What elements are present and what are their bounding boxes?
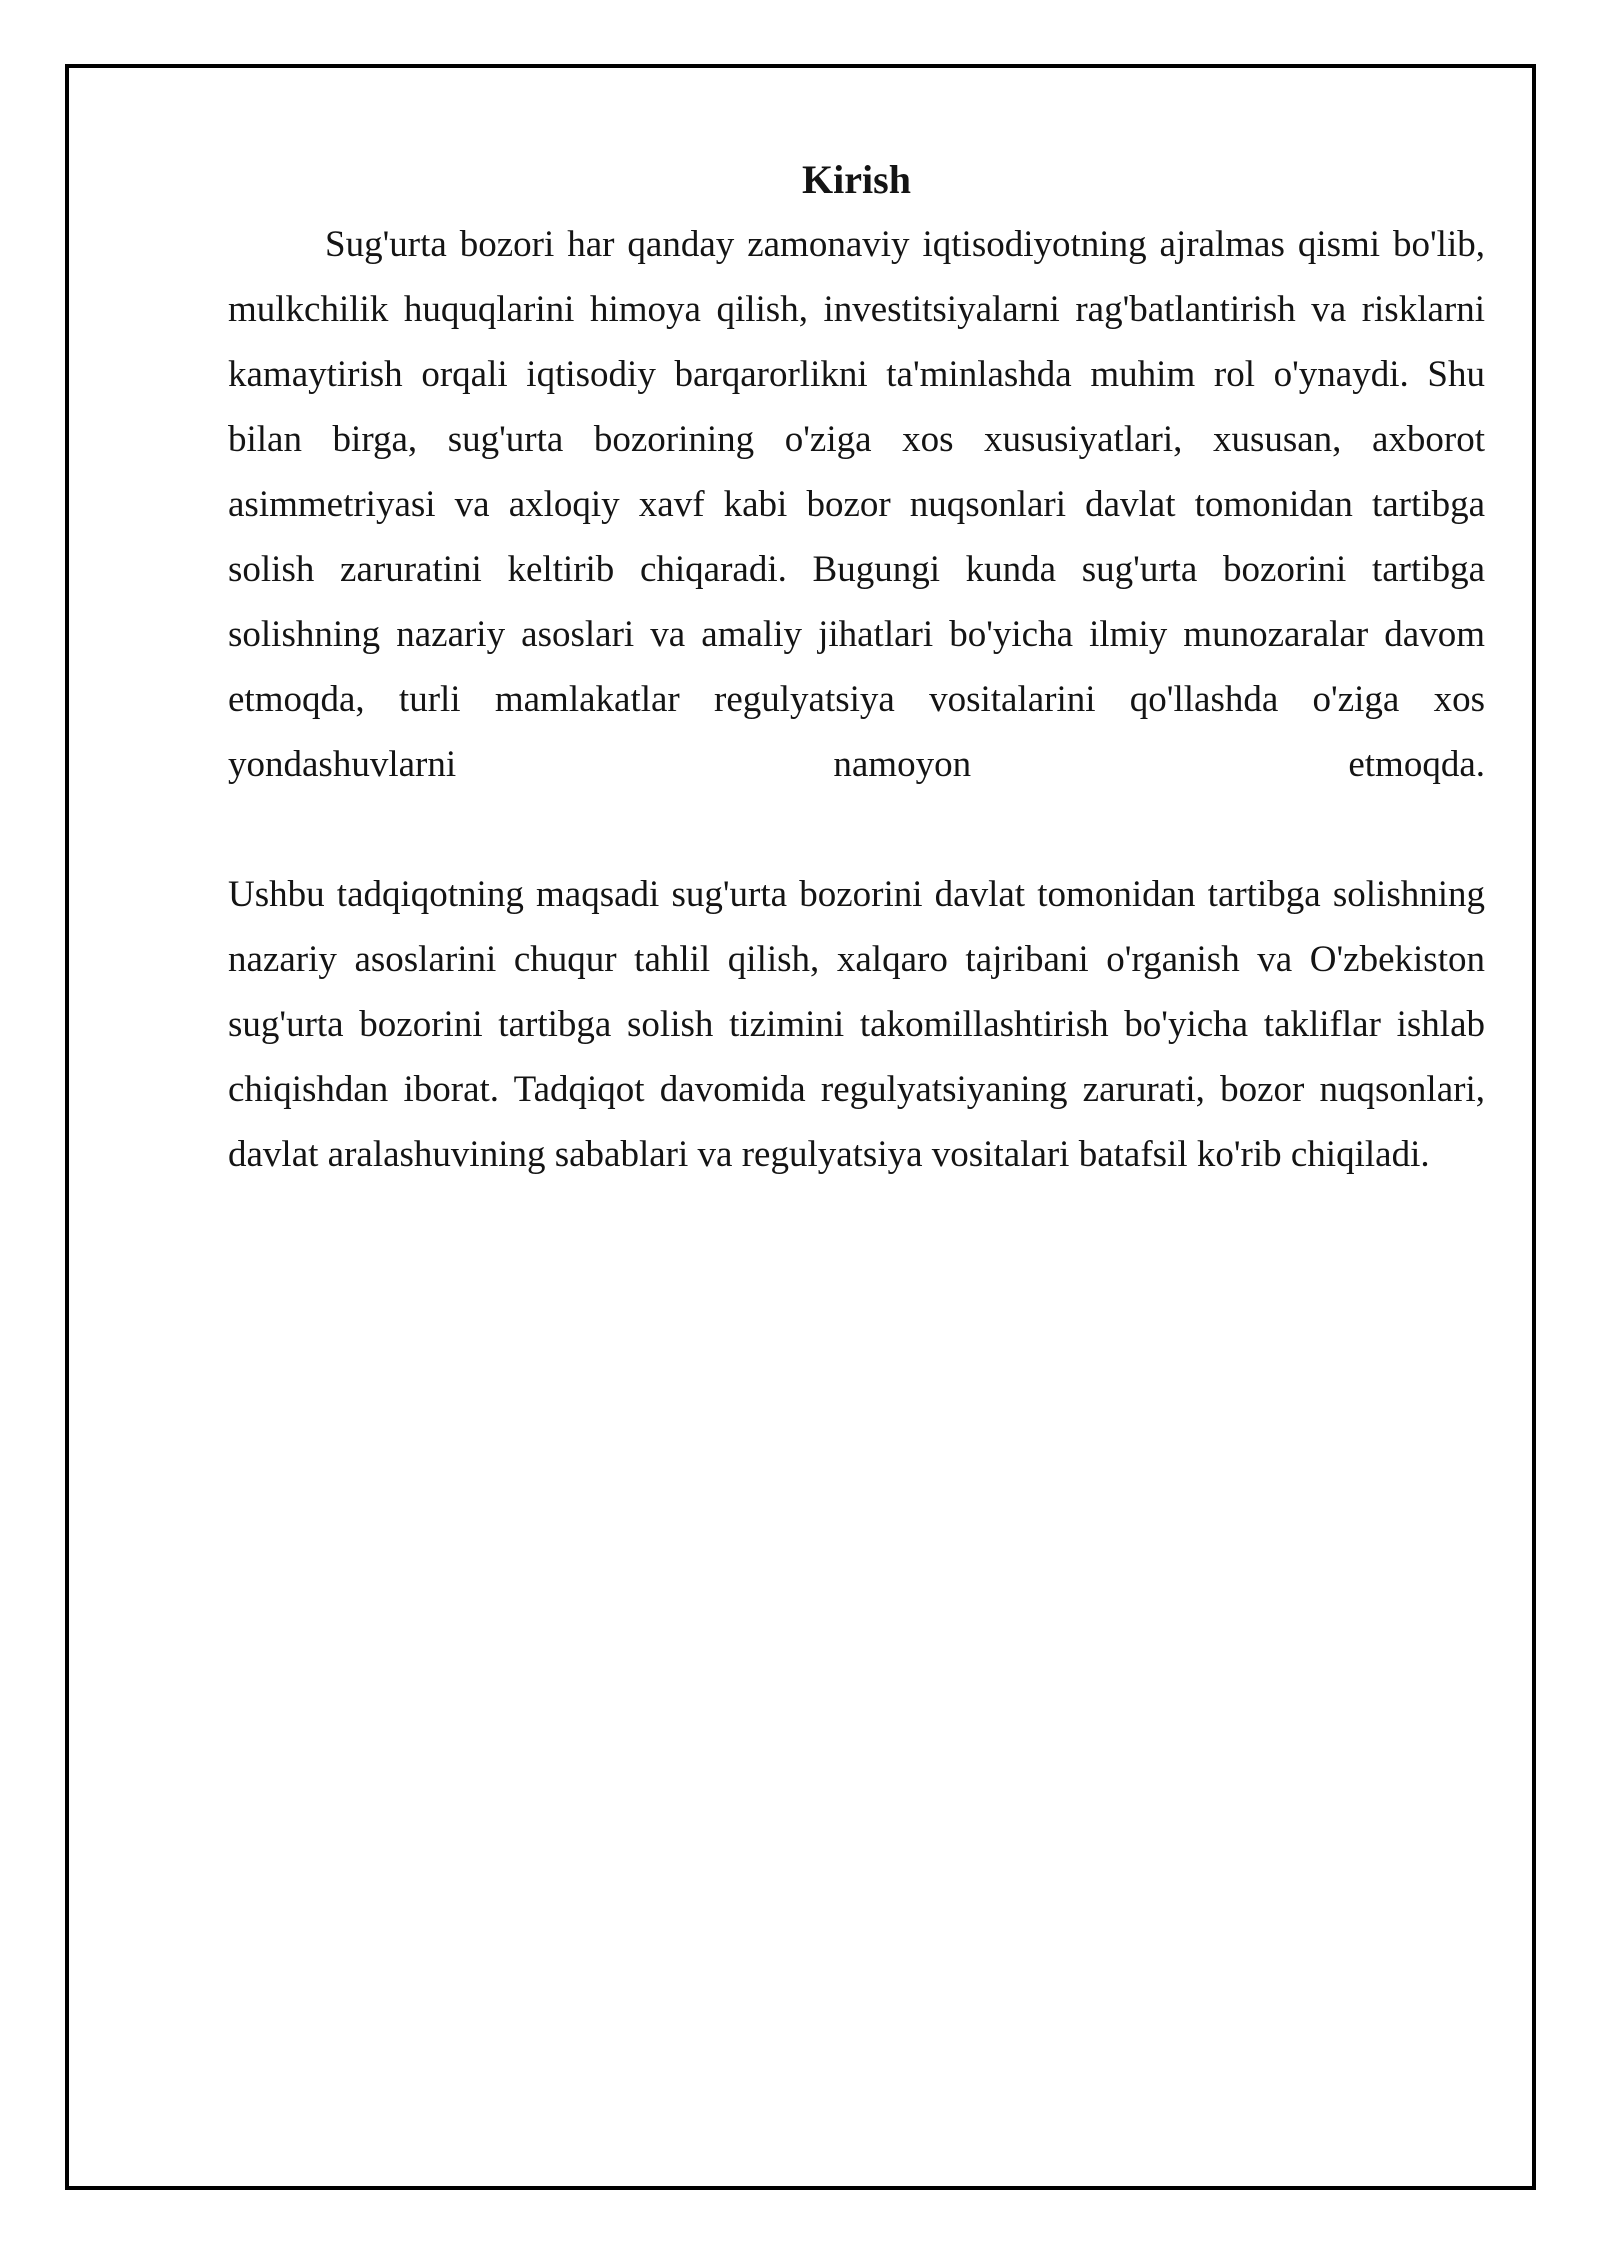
text-line: asimmetriyasi va axloqiy xavf kabi bozor nuqsonlari davlat tomonidan tartibga [228,484,1485,525]
text-line: chiqishdan iborat. Tadqiqot davomida regulyatsiyaning zarurati, bozor nuqsonlari, [228,1069,1485,1110]
text-line: yondashuvlarni namoyon etmoqda. [228,744,1485,785]
purpose-paragraph [228,862,1485,1187]
page-content [228,147,1485,1187]
section-title: Kirish [802,157,911,202]
text-line: etmoqda, turli mamlakatlar regulyatsiya vositalarini qo'llashda o'ziga xos [228,679,1485,720]
text-line: nazariy asoslarini chuqur tahlil qilish, xalqaro tajribani o'rganish va O'zbekiston [228,939,1485,980]
text-line: Sug'urta bozori har qanday zamonaviy iqtisodiyotning ajralmas qismi bo'lib, [325,224,1485,265]
text-line: sug'urta bozorini tartibga solish tizimini takomillashtirish bo'yicha takliflar ishlab [228,1004,1485,1045]
text-line: Ushbu tadqiqotning maqsadi sug'urta bozorini davlat tomonidan tartibga solishning [228,874,1485,915]
body-text [228,212,1485,1187]
text-line: solish zaruratini keltirib chiqaradi. Bugungi kunda sug'urta bozorini tartibga [228,549,1485,590]
intro-paragraph [228,212,1485,797]
text-line: solishning nazariy asoslari va amaliy jihatlari bo'yicha ilmiy munozaralar davom [228,614,1485,655]
text-line: mulkchilik huquqlarini himoya qilish, investitsiyalarni rag'batlantirish va risklarni [228,289,1485,330]
text-line: kamaytirish orqali iqtisodiy barqarorlikni ta'minlashda muhim rol o'ynaydi. Shu [228,354,1485,395]
text-line: davlat aralashuvining sabablari va regulyatsiya vositalari batafsil ko'rib chiqiladi. [228,1134,1430,1175]
text-line: bilan birga, sug'urta bozorining o'ziga xos xususiyatlari, xususan, axborot [228,419,1485,460]
